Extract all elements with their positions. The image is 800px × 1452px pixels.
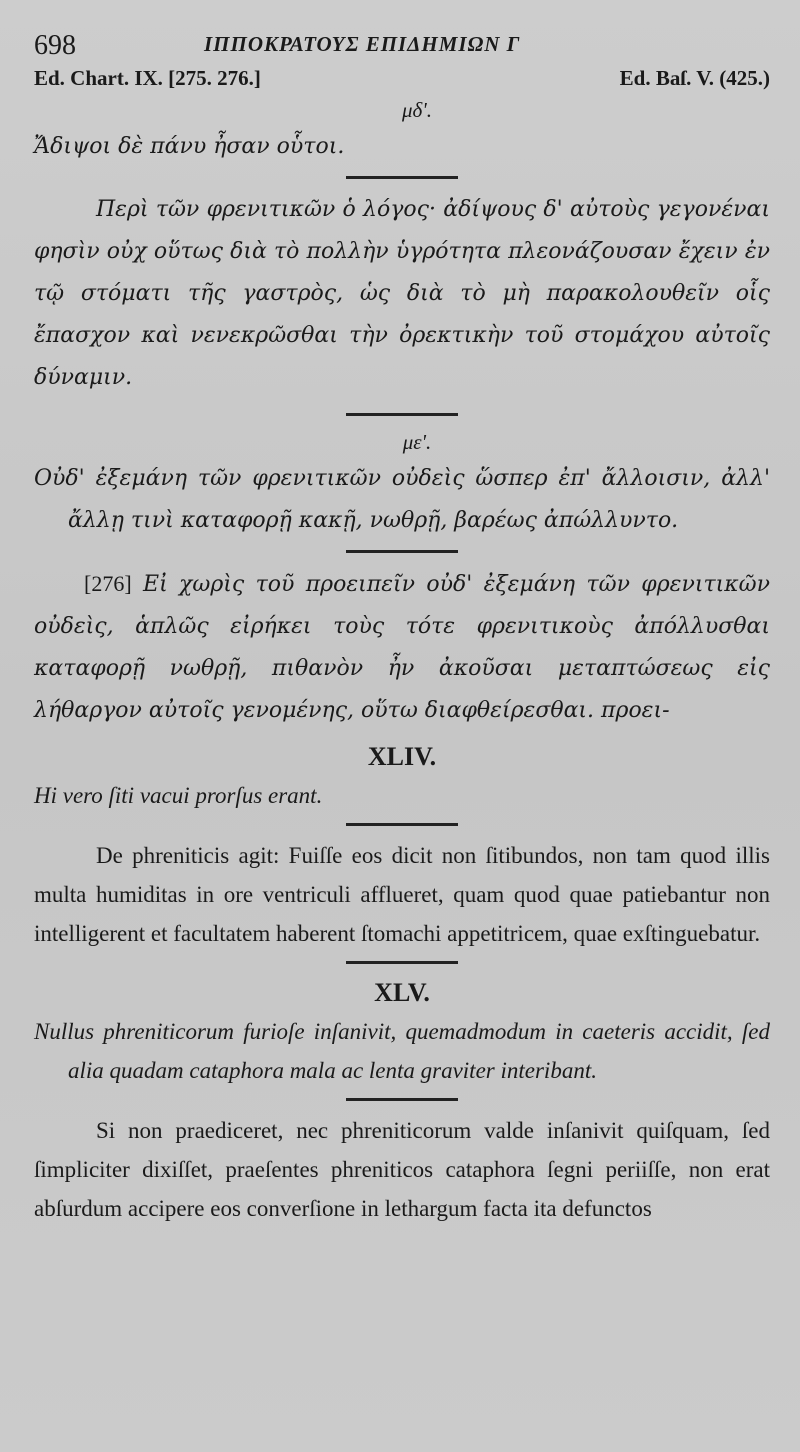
divider-rule	[346, 413, 458, 416]
section-number-greek-44: μδ'.	[401, 98, 433, 122]
running-title: ΙΠΠΟΚΡΑΤΟΥΣ ΕΠΙΔΗΜΙΩΝ Γ	[204, 32, 521, 56]
divider-rule	[346, 550, 458, 553]
latin-commentary-44: De phreniticis agit: Fuiſſe eos dicit non ſitibundos, non tam quod illis multa humiditas in ore ventriculi afflueret, quam quod quae patiebantur non intelligerent et facultatem haberent ſtomachi appetitricem, quae exſtinguebatur.	[34, 843, 770, 946]
page-marker: [276]	[84, 571, 132, 596]
divider-rule	[346, 961, 458, 964]
page-number: 698	[34, 30, 76, 61]
divider-rule	[346, 823, 458, 826]
divider-rule	[346, 176, 458, 179]
greek-commentary-44: Περὶ τῶν φρενιτικῶν ὁ λόγος· ἀδίψους δ' αὐτοὺς γεγονέναι φησὶν οὐχ οὕτως διὰ τὸ πολλὴν ὑγρότητα πλεονάζουσαν ἔχειν ἐν τῷ στόματι τῆς γαστρὸς, ὡς διὰ τὸ μὴ παρακολουθεῖν οἷς ἔπασχον καὶ νενεκρῶσθαι τὴν ὀρεκτικὴν τοῦ στομάχου αὐτοῖς δύναμιν.	[34, 197, 770, 390]
section-number-latin-45: XLV.	[374, 978, 430, 1007]
edition-reference-right: Ed. Baſ. V. (425.)	[619, 66, 770, 90]
latin-lemma-44: Hi vero ſiti vacui prorſus erant.	[34, 783, 323, 808]
greek-commentary-45: Εἰ χωρὶς τοῦ προειπεῖν οὐδ' ἐξεμάνη τῶν φρενιτικῶν οὐδεὶς, ἁπλῶς εἰρήκει τοὺς τότε φρενιτικοὺς ἀπόλλυσθαι καταφορῇ νωθρῇ, πιθανὸν ἦν ἀκοῦσαι μεταπτώσεως εἰς λήθαργον αὐτοῖς γενομένης, οὕτω διαφθείρεσθαι. προει-	[34, 572, 770, 723]
greek-lemma-44: Ἄδιψοι δὲ πάνυ ἦσαν οὗτοι.	[34, 134, 345, 159]
greek-commentary-45-paragraph	[34, 563, 770, 732]
latin-lemma-45: Nullus phreniticorum furioſe inſanivit, quemadmodum in caeteris accidit, ſed alia quadam cataphora mala ac lenta graviter interibant.	[34, 1019, 770, 1083]
divider-rule	[346, 1098, 458, 1101]
edition-line	[34, 62, 770, 94]
section-number-greek-45: με'.	[402, 430, 432, 454]
running-head	[34, 22, 770, 62]
section-number-latin-44: XLIV.	[367, 742, 437, 771]
greek-lemma-45: Οὐδ' ἐξεμάνη τῶν φρενιτικῶν οὐδεὶς ὥσπερ ἐπ' ἄλλοισιν, ἀλλ' ἄλλῃ τινὶ καταφορῇ κακῇ, νωθρῇ, βαρέως ἀπώλλυντο.	[34, 466, 770, 533]
latin-commentary-45: Si non praediceret, nec phreniticorum valde inſanivit quiſquam, ſed ſimpliciter dixiſſet, praeſentes phreniticos cataphora ſegni periiſſe, non erat abſurdum accipere eos converſione in lethargum facta ita defunctos	[34, 1118, 770, 1221]
edition-reference-left: Ed. Chart. IX. [275. 276.]	[34, 66, 261, 90]
